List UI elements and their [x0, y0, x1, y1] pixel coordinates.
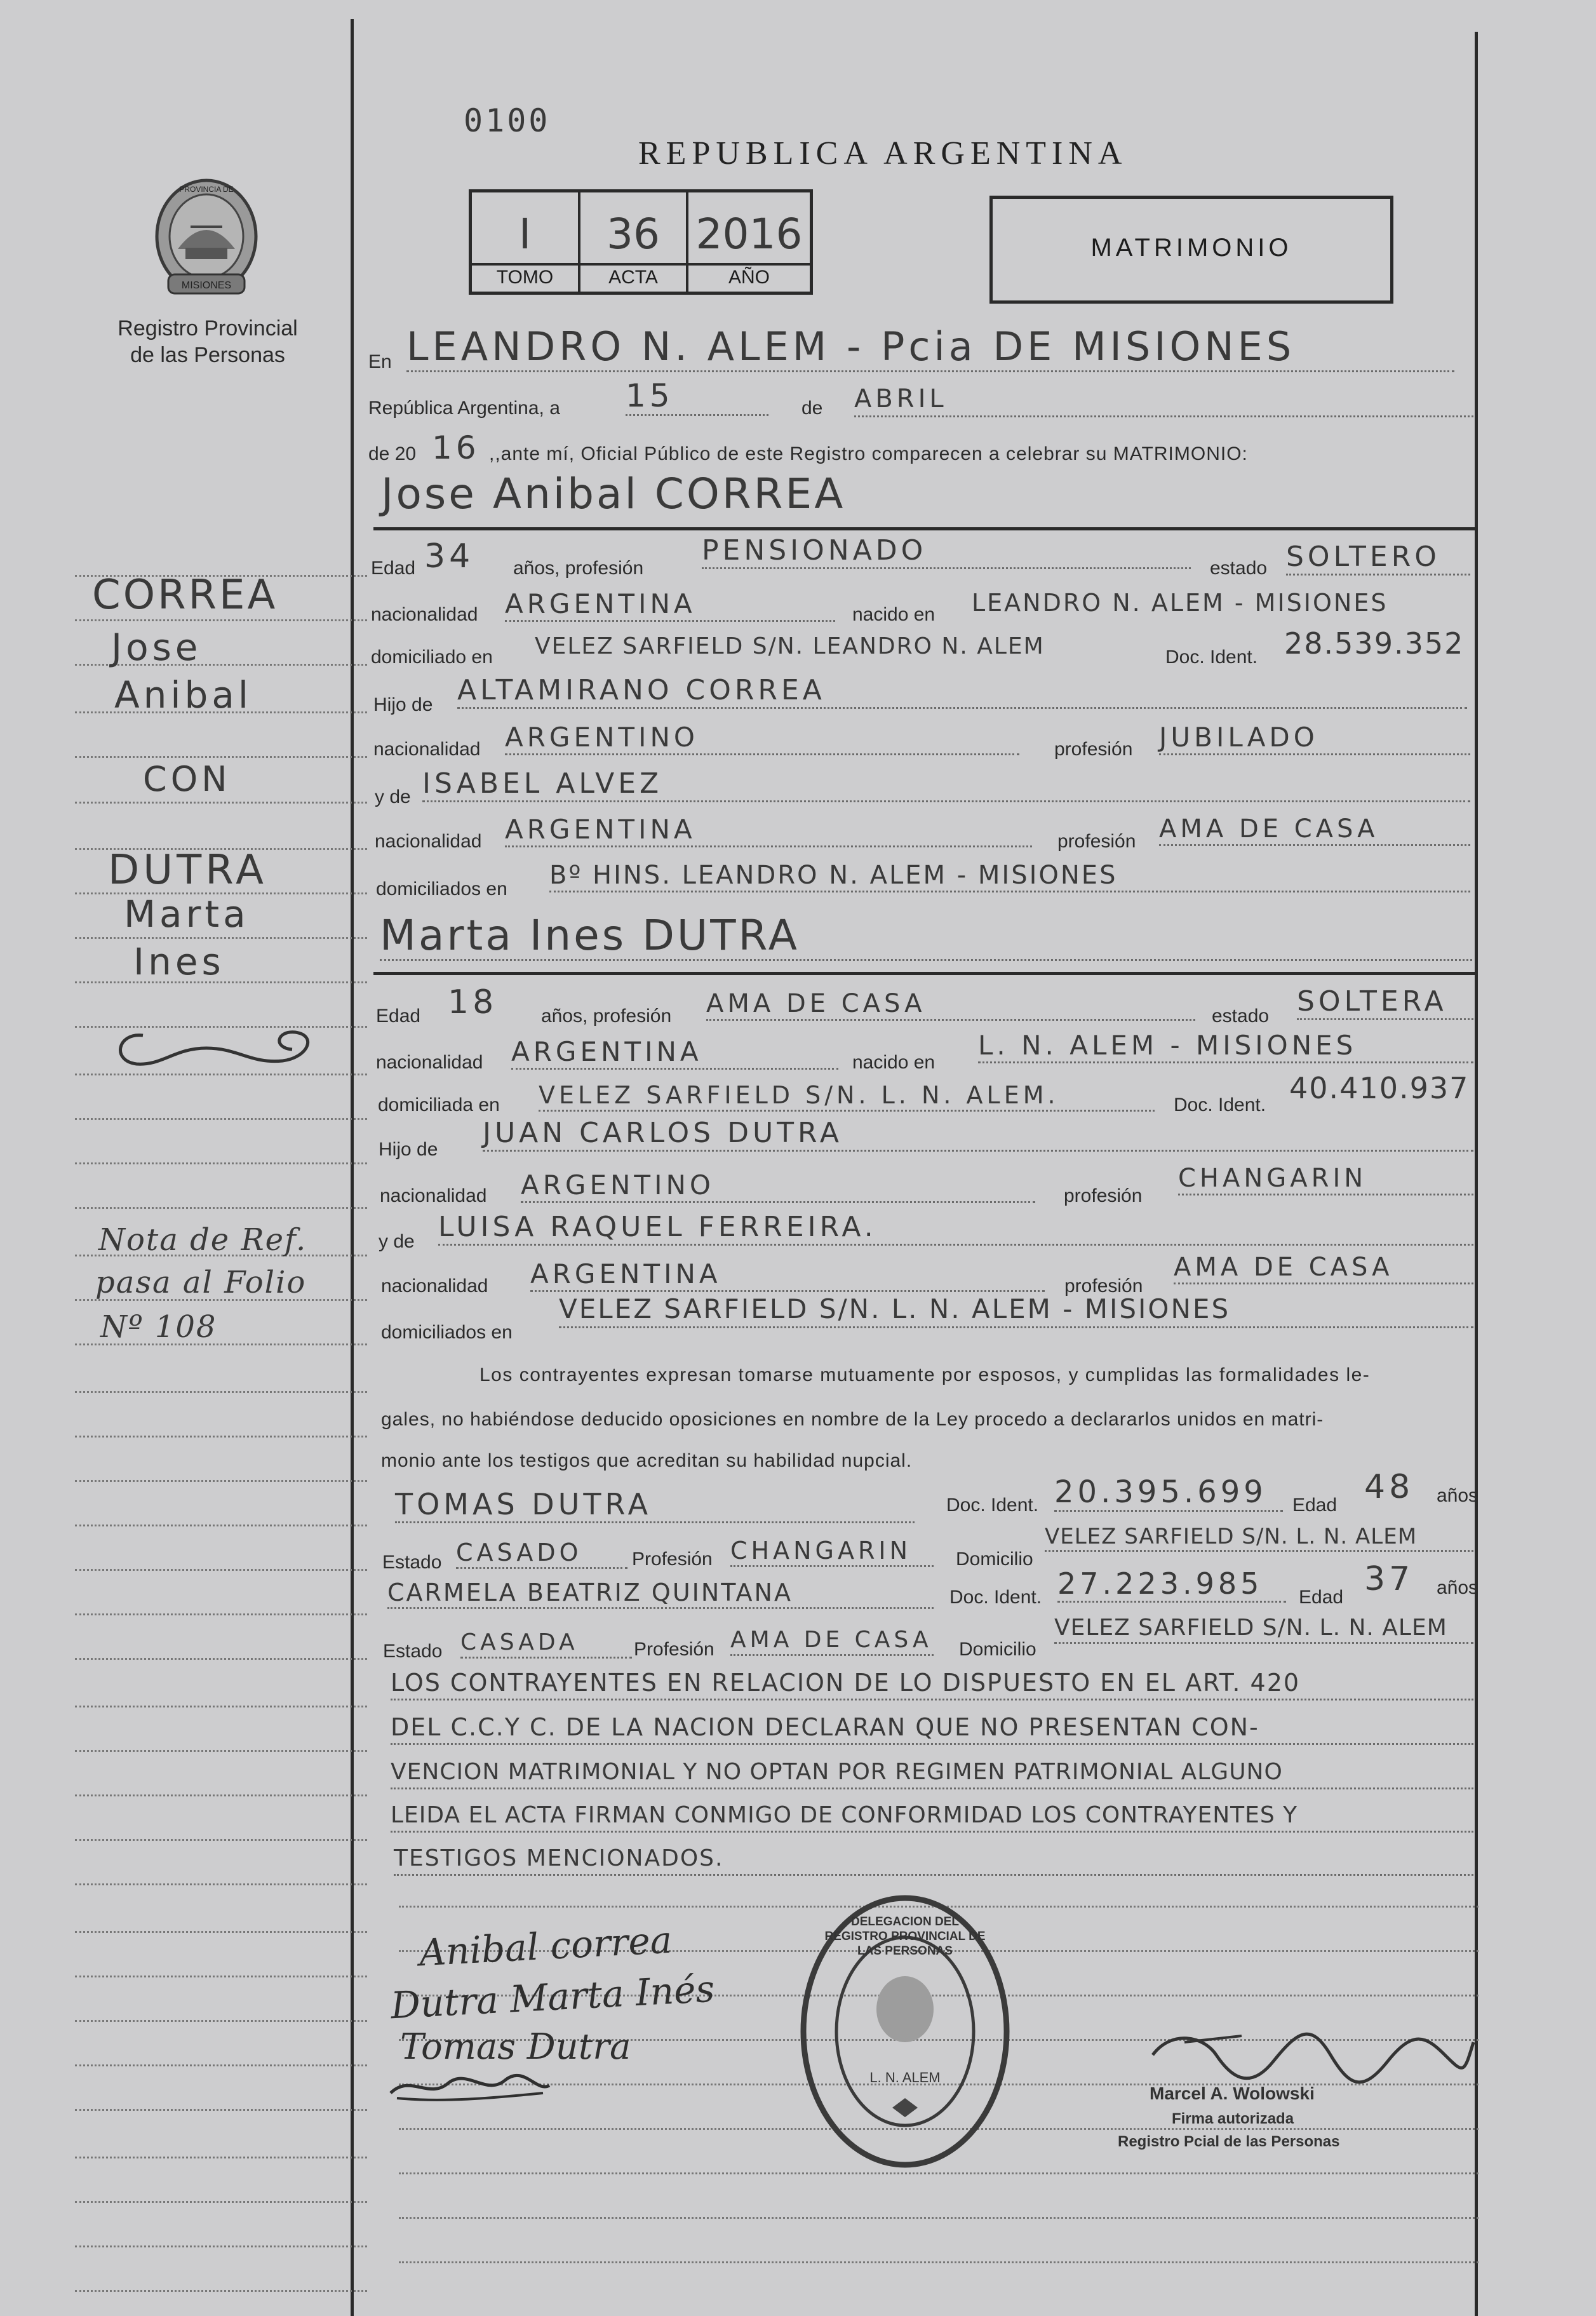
margin-ruled-line — [75, 2157, 367, 2158]
margin-ruled-line — [75, 2064, 367, 2066]
en-label: En — [368, 351, 392, 372]
anio-label: AÑO — [728, 267, 770, 288]
witness1-name: TOMAS DUTRA — [395, 1490, 915, 1523]
margin-ruled-line — [75, 1118, 367, 1120]
republica-label: República Argentina, a — [368, 398, 560, 419]
month-value: ABRIL — [854, 386, 1473, 417]
registry-name-line2: de las Personas — [130, 343, 285, 367]
seal-top-text: PROVINCIA DE — [179, 185, 234, 194]
groom-nacido-label: nacido en — [852, 604, 935, 625]
margin-note-line3: Nº 108 — [100, 1309, 217, 1345]
margin-ruled-line — [75, 2201, 367, 2203]
margin-ruled-line — [75, 1976, 367, 1977]
bride-madre-nac: ARGENTINA — [530, 1261, 1045, 1292]
witness2-estado: CASADA — [460, 1631, 632, 1659]
margin-note-line2: pasa al Folio — [95, 1265, 307, 1300]
note-line-5: TESTIGOS MENCIONADOS. — [394, 1847, 1473, 1876]
margin-ruled-line — [75, 1931, 367, 1933]
margin-con: CON — [143, 759, 231, 799]
registry-name-line1: Registro Provincial — [117, 316, 298, 340]
bride-nacido-label: nacido en — [852, 1052, 935, 1073]
bride-estado: SOLTERA — [1297, 988, 1473, 1020]
declaration-line-2: gales, no habiéndose deducido oposiciones en nombre de la Ley procedo a declararlos unidos en matri- — [381, 1409, 1324, 1430]
note-line-3: VENCION MATRIMONIAL Y NO OPTAN POR REGIMEN PATRIMONIAL ALGUNO — [391, 1761, 1473, 1789]
witness1-estado-label: Estado — [382, 1552, 442, 1573]
witness1-dom-label: Domicilio — [956, 1549, 1033, 1570]
record-type: MATRIMONIO — [1090, 234, 1292, 262]
witness2-domicilio: VELEZ SARFIELD S/N. L. N. ALEM — [1054, 1617, 1473, 1644]
stamp-number: 0100 — [464, 102, 551, 139]
groom-dom-label: domiciliado en — [371, 647, 493, 668]
margin-ruled-line — [75, 1207, 367, 1209]
margin-ruled-line — [75, 1074, 367, 1075]
declaration-line-3: monio ante los testigos que acreditan su habilidad nupcial. — [381, 1450, 913, 1471]
margin-surname1: CORREA — [92, 572, 278, 619]
bride-madre-prof-label: profesión — [1064, 1276, 1143, 1296]
official-title: Firma autorizada — [1172, 2110, 1294, 2127]
margin-note-line1: Nota de Ref. — [98, 1222, 307, 1258]
groom-yde-label: y de — [375, 786, 411, 807]
place-value: LEANDRO N. ALEM - Pcia DE MISIONES — [406, 327, 1454, 372]
groom-hijo-label: Hijo de — [373, 694, 433, 715]
bride-nac-label: nacionalidad — [376, 1052, 483, 1073]
declaration-line-1: Los contrayentes expresan tomarse mutuamente por esposos, y cumplidas las formalidades le- — [479, 1364, 1371, 1385]
groom-edad-label: Edad — [371, 558, 416, 579]
seal-center-text: L. N. ALEM — [869, 2070, 941, 2085]
note-line-4: LEIDA EL ACTA FIRMAN CONMIGO DE CONFORMIDAD LOS CONTRAYENTES Y — [391, 1804, 1473, 1833]
margin-ruled-line — [75, 802, 367, 804]
tomo-label: TOMO — [496, 267, 554, 288]
margin-ruled-line — [75, 1162, 367, 1164]
groom-domicilio: VELEZ SARFIELD S/N. LEANDRO N. ALEM — [535, 633, 1045, 659]
margin-ruled-line — [75, 1436, 367, 1437]
ruled-line — [399, 2172, 1479, 2174]
margin-ruled-line — [75, 2020, 367, 2022]
signature-bride: Dutra Marta Inés — [389, 1967, 716, 2028]
margin-ruled-line — [75, 1525, 367, 1526]
groom-padre-nac-label: nacionalidad — [373, 739, 481, 760]
witness2-prof-label: Profesión — [634, 1639, 714, 1660]
bride-madre-nac-label: nacionalidad — [381, 1276, 488, 1296]
margin-ruled-line — [75, 937, 367, 939]
groom-profesion: PENSIONADO — [702, 537, 1191, 569]
witness2-prof: AMA DE CASA — [730, 1629, 934, 1656]
bride-padres-dom: VELEZ SARFIELD S/N. L. N. ALEM - MISIONES — [559, 1296, 1473, 1328]
groom-padres-dom: Bº HINS. LEANDRO N. ALEM - MISIONES — [549, 863, 1470, 892]
groom-madre-prof: AMA DE CASA — [1159, 816, 1470, 846]
margin-flourish-icon — [105, 1023, 324, 1074]
bride-doc: 40.410.937 — [1289, 1071, 1470, 1105]
tomo-value: I — [518, 210, 532, 259]
groom-rule — [373, 527, 1475, 530]
groom-doc: 28.539.352 — [1284, 626, 1465, 661]
margin-given1a: Jose — [111, 626, 202, 669]
bride-nacionalidad: ARGENTINA — [511, 1039, 838, 1070]
day-value: 15 — [626, 380, 768, 416]
witness1-domicilio: VELEZ SARFIELD S/N. L. N. ALEM — [1045, 1526, 1473, 1552]
bride-edad: 18 — [448, 983, 498, 1021]
groom-padre: ALTAMIRANO CORREA — [457, 677, 1467, 709]
bride-name: Marta Ines DUTRA — [380, 915, 1472, 961]
margin-ruled-line — [75, 2290, 367, 2292]
bride-padre-nac: ARGENTINO — [521, 1172, 1035, 1203]
witness1-edad-label: Edad — [1292, 1495, 1338, 1516]
margin-ruled-line — [75, 2245, 367, 2247]
groom-edad: 34 — [424, 537, 474, 576]
margin-ruled-line — [75, 1706, 367, 1707]
signature-witness1: Tomas Dutra — [400, 2026, 631, 2068]
witness2-doc: 27.223.985 — [1057, 1569, 1286, 1603]
groom-madre-nac: ARGENTINA — [505, 816, 1032, 847]
margin-ruled-line — [75, 1658, 367, 1660]
groom-doms-label: domiciliados en — [376, 879, 507, 899]
groom-estado: SOLTERO — [1286, 543, 1470, 576]
bride-edad-label: Edad — [376, 1006, 421, 1027]
margin-ruled-line — [75, 1883, 367, 1885]
bride-estado-label: estado — [1212, 1006, 1270, 1027]
bride-yde-label: y de — [379, 1231, 415, 1252]
groom-doc-label: Doc. Ident. — [1165, 647, 1258, 668]
acta-value: 36 — [607, 210, 660, 259]
official-org: Registro Pcial de las Personas — [1118, 2133, 1340, 2150]
bride-doms-label: domiciliados en — [381, 1322, 513, 1343]
official-name: Marcel A. Wolowski — [1150, 2084, 1315, 2103]
witness2-edad-label: Edad — [1299, 1587, 1344, 1608]
margin-given2b: Ines — [133, 940, 225, 983]
witness2-doc-label: Doc. Ident. — [949, 1587, 1042, 1608]
margin-given1b: Anibal — [114, 673, 253, 717]
bride-dom-label: domiciliada en — [378, 1094, 500, 1115]
witness1-anos-label: años — [1437, 1485, 1479, 1506]
groom-name: Jose Anibal CORREA — [381, 469, 846, 518]
groom-nacido: LEANDRO N. ALEM - MISIONES — [972, 589, 1388, 617]
groom-padre-prof-label: profesión — [1054, 739, 1133, 760]
groom-madre-nac-label: nacionalidad — [375, 831, 482, 852]
margin-ruled-line — [75, 1839, 367, 1841]
bride-doc-label: Doc. Ident. — [1174, 1094, 1266, 1115]
left-margin-rule — [351, 19, 354, 2316]
bride-madre: LUISA RAQUEL FERREIRA. — [438, 1213, 1473, 1246]
witness1-estado: CASADO — [456, 1540, 627, 1569]
groom-nacionalidad: ARGENTINA — [505, 591, 835, 622]
signature-groom: Anibal correa — [418, 1918, 673, 1975]
de20-label: de 20 — [368, 443, 417, 464]
right-margin-rule — [1475, 32, 1478, 2316]
margin-ruled-line — [75, 756, 367, 758]
bride-hijo-label: Hijo de — [379, 1139, 438, 1160]
margin-ruled-line — [75, 2109, 367, 2111]
official-seal-ring-text: DELEGACION DEL REGISTRO PROVINCIAL DE LAS PERSONAS — [824, 1915, 986, 1958]
witness2-estado-label: Estado — [383, 1641, 443, 1662]
ruled-line — [399, 2261, 1479, 2263]
note-line-2: DEL C.C.Y C. DE LA NACION DECLARAN QUE NO PRESENTAN CON- — [391, 1715, 1473, 1745]
bride-padre: JUAN CARLOS DUTRA — [483, 1119, 1473, 1152]
bride-nacido: L. N. ALEM - MISIONES — [978, 1032, 1473, 1063]
de-label: de — [801, 398, 823, 419]
margin-ruled-line — [75, 1391, 367, 1393]
bride-padre-prof: CHANGARIN — [1178, 1166, 1473, 1195]
margin-given2a: Marta — [124, 892, 250, 936]
witness1-prof: CHANGARIN — [730, 1538, 934, 1567]
bride-padre-nac-label: nacionalidad — [380, 1185, 487, 1206]
bride-padre-prof-label: profesión — [1064, 1185, 1143, 1206]
witness1-doc-label: Doc. Ident. — [946, 1495, 1039, 1516]
seal-bottom-text: MISIONES — [181, 280, 232, 291]
witness2-dom-label: Domicilio — [959, 1639, 1036, 1660]
signature-witness2-icon — [384, 2068, 556, 2106]
bride-domicilio: VELEZ SARFIELD S/N. L. N. ALEM. — [539, 1083, 1155, 1112]
country-title: REPUBLICA ARGENTINA — [638, 135, 1128, 172]
margin-ruled-line — [75, 1613, 367, 1615]
margin-ruled-line — [75, 619, 367, 621]
margin-ruled-line — [75, 1750, 367, 1752]
note-line-1: LOS CONTRAYENTES EN RELACION DE LO DISPUESTO EN EL ART. 420 — [391, 1671, 1473, 1700]
bride-madre-prof: AMA DE CASA — [1174, 1255, 1473, 1284]
margin-ruled-line — [75, 1569, 367, 1571]
margin-surname2: DUTRA — [108, 847, 267, 894]
year-suffix: 16 — [432, 429, 480, 466]
ruled-line — [399, 2217, 1479, 2219]
bride-profesion: AMA DE CASA — [706, 991, 1195, 1021]
groom-madre: ISABEL ALVEZ — [422, 770, 1470, 802]
formula-text: ,,ante mí, Oficial Público de este Registro comparecen a celebrar su MATRIMONIO: — [489, 443, 1248, 464]
margin-ruled-line — [75, 1794, 367, 1796]
table-divider — [469, 263, 813, 266]
groom-madre-prof-label: profesión — [1057, 831, 1136, 852]
groom-padre-prof: JUBILADO — [1159, 724, 1470, 755]
bride-anos-label: años, profesión — [541, 1006, 672, 1027]
margin-ruled-line — [75, 1480, 367, 1482]
anio-value: 2016 — [695, 210, 803, 259]
witness2-edad: 37 — [1364, 1560, 1414, 1598]
groom-nac-label: nacionalidad — [371, 604, 478, 625]
witness1-prof-label: Profesión — [632, 1549, 713, 1570]
witness1-doc: 20.395.699 — [1054, 1477, 1283, 1512]
bride-rule — [373, 972, 1475, 975]
acta-label: ACTA — [608, 267, 658, 288]
provincial-seal-icon — [146, 173, 267, 303]
groom-padre-nac: ARGENTINO — [505, 724, 1019, 755]
witness1-edad: 48 — [1364, 1468, 1414, 1506]
witness2-name: CARMELA BEATRIZ QUINTANA — [387, 1580, 934, 1609]
groom-anos-label: años, profesión — [513, 558, 644, 579]
witness2-anos-label: años — [1437, 1577, 1479, 1598]
groom-estado-label: estado — [1210, 558, 1268, 579]
